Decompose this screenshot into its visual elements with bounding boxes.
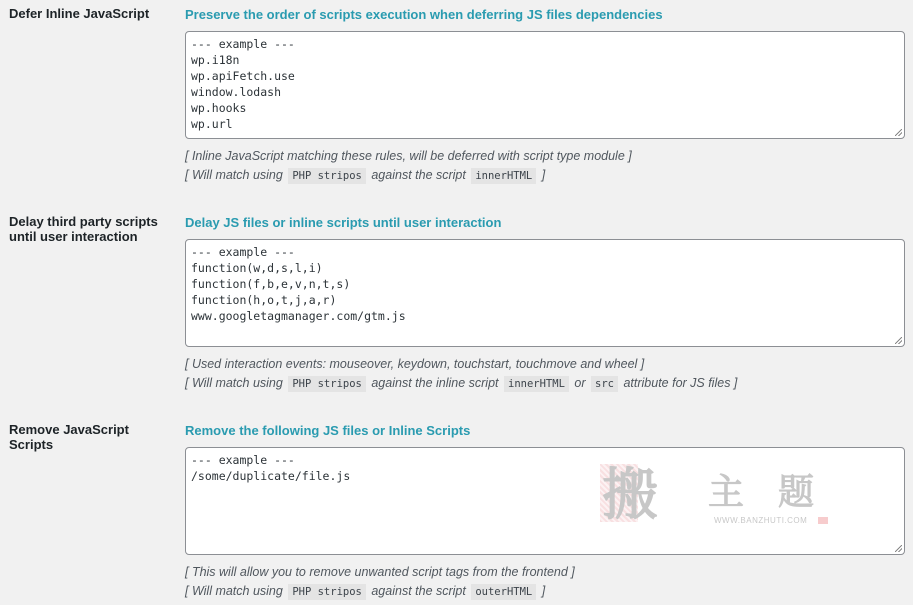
row-label: Remove JavaScript Scripts [9,422,129,452]
desc-text: ] [541,584,546,598]
watermark-url: WWW.BANZHUTI.COM [714,516,808,525]
code-php-stripos: PHP stripos [288,168,366,184]
resize-grip-icon[interactable] [895,129,902,136]
code-innerhtml: innerHTML [471,168,536,184]
description-line: [ Used interaction events: mouseover, keydown, touchstart, touchmove and wheel ] [185,357,645,371]
desc-text: against the script [371,584,466,598]
watermark-char: 主 [708,471,745,513]
desc-text: [ Will match using [185,376,283,390]
desc-text: attribute for JS files ] [623,376,738,390]
row-label: Defer Inline JavaScript [9,6,150,21]
code-innerhtml: innerHTML [504,376,569,392]
desc-text: against the inline script [371,376,499,390]
desc-text: against the script [371,168,466,182]
watermark-char: 搬 [602,462,658,528]
desc-text: [ Will match using [185,168,283,182]
desc-text: or [574,376,586,390]
field-title: Remove the following JS files or Inline Scripts [185,423,471,438]
watermark-logo [600,464,835,534]
match-description [185,166,545,186]
match-description [185,582,545,602]
description-line: [ Inline JavaScript matching these rules, will be deferred with script type module ] [185,149,632,163]
code-php-stripos: PHP stripos [288,376,366,392]
code-php-stripos: PHP stripos [288,584,366,600]
watermark-dot [818,517,828,524]
delay-scripts-textarea[interactable] [185,239,905,347]
watermark-char: 题 [778,471,815,513]
field-title: Delay JS files or inline scripts until user interaction [185,215,502,230]
code-outerhtml: outerHTML [471,584,536,600]
resize-grip-icon[interactable] [895,337,902,344]
desc-text: ] [541,168,546,182]
match-description [185,374,737,394]
description-line: [ This will allow you to remove unwanted script tags from the frontend ] [185,565,575,579]
defer-inline-js-textarea[interactable] [185,31,905,139]
field-title: Preserve the order of scripts execution when deferring JS files dependencies [185,7,663,22]
resize-grip-icon[interactable] [895,545,902,552]
code-src: src [591,376,618,392]
row-label: Delay third party scripts until user interaction [9,214,158,244]
desc-text: [ Will match using [185,584,283,598]
